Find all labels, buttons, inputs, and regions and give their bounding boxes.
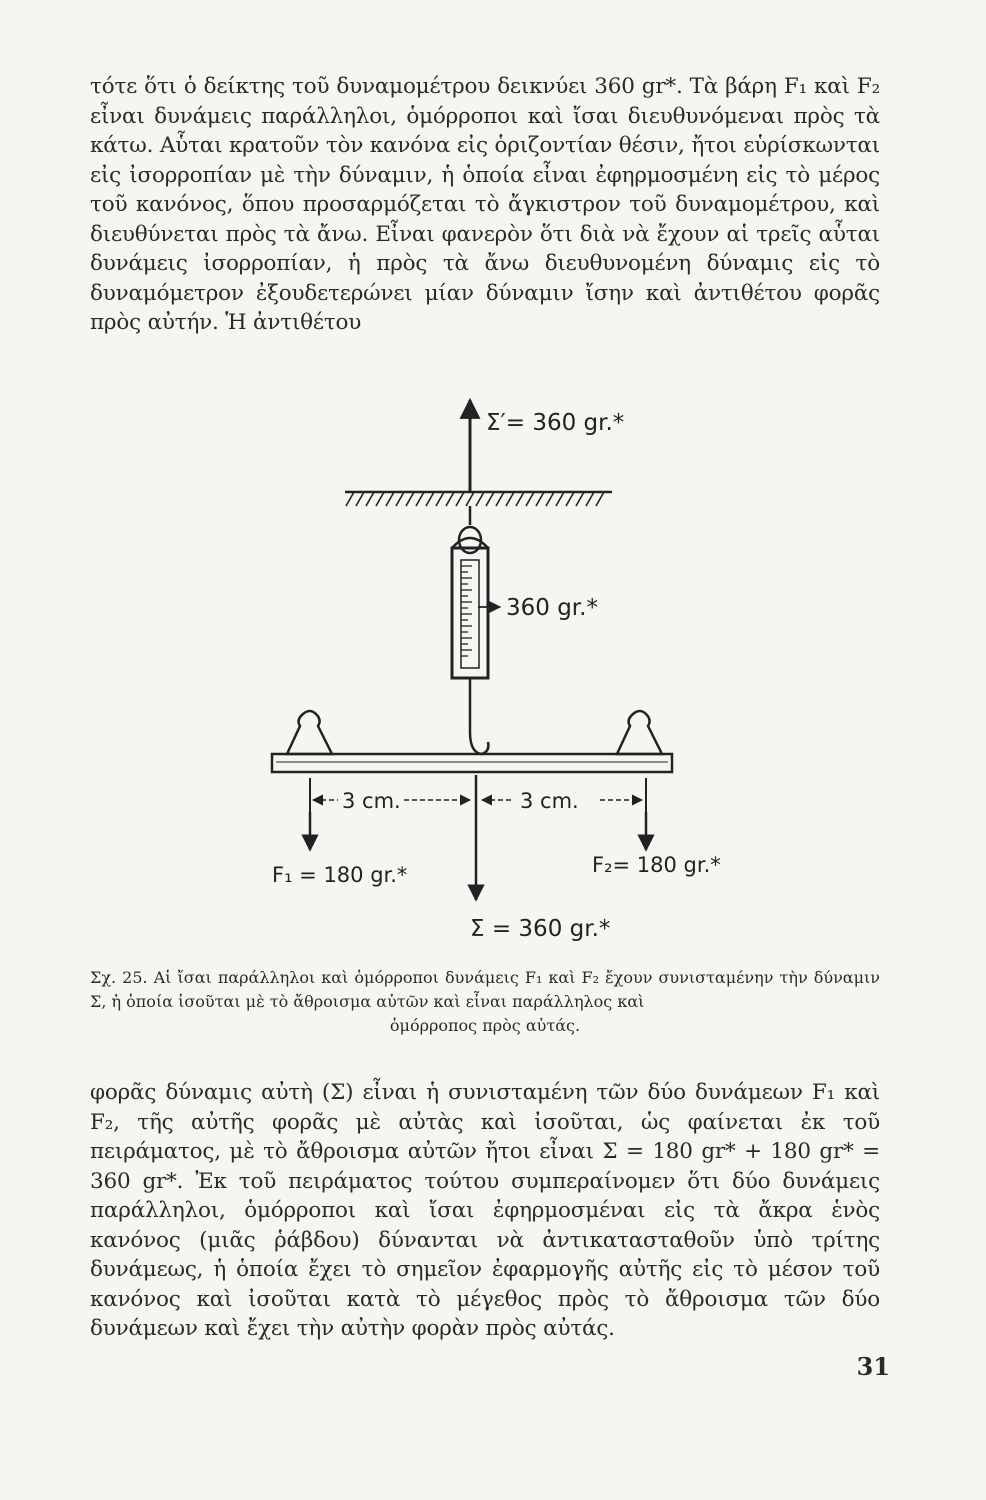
ceiling <box>345 492 612 506</box>
caption-last-line: ὁμόρροπος πρὸς αὐτάς. <box>389 1016 581 1035</box>
weight-right <box>617 711 662 754</box>
f1-label: F₁ = 180 gr.* <box>272 863 408 887</box>
paragraph-bottom: φορᾶς δύναμις αὐτὴ (Σ) εἶναι ἡ συνισταμένη τῶν δύο δυνάμεων F₁ καὶ F₂, τῆς αὐτῆς φορᾶς μὲ αὐτὰς καὶ ἰσοῦται, ὡς φαίνεται ἐκ τοῦ πειράματος, μὲ τὸ ἄθροισμα αὐτῶν ἤτοι εἶναι Σ = 180 gr* + 180 gr* = 360 gr*. Ἐκ τοῦ πειράματος τούτου συμπεραίνομεν ὅτι δύο δυνάμεις παράλληλοι, ὁμόρροποι καὶ ἴσαι ἐφηρμοσμέναι εἰς τὰ ἄκρα ἑνὸς κανόνος (μιᾶς ῥάβδου) δύνανται νὰ ἀντικατασταθοῦν ὑπὸ τρίτης δυνάμεως, ἡ ὁποία ἔχει τὸ σημεῖον ἐφαρμογῆς αὐτῆς εἰς τὸ μέσον τοῦ κανόνος καὶ ἰσοῦται κατὰ τὸ μέγεθος πρὸς τὸ ἄθροισμα τῶν δύο δυνάμεων καὶ ἔχει τὴν αὐτὴν φορὰν πρὸς αὐτάς. <box>90 1080 880 1341</box>
paragraph-top: τότε ὅτι ὁ δείκτης τοῦ δυναμομέτρου δεικνύει 360 gr*. Τὰ βάρη F₁ καὶ F₂ εἶναι δυνάμεις παράλληλοι, ὁμόρροποι καὶ ἴσαι διευθυνόμεναι πρὸς τὰ κάτω. Αὗται κρατοῦν τὸν κανόνα εἰς ὁριζοντίαν θέσιν, ἤτοι εὑρίσκωνται εἰς ἰσορροπίαν μὲ τὴν δύναμιν, ἡ ὁποία εἶναι ἐφηρμοσμένη εἰς τὸ μέρος τοῦ κανόνος, ὅπου προσαρμόζεται τὸ ἄγκιστρον τοῦ δυναμομέτρου, καὶ διευθύνεται πρὸς τὰ ἄνω. Εἶναι φανερὸν ὅτι διὰ νὰ ἔχουν αἱ τρεῖς αὗται δυνάμεις ἰσορροπίαν, ἡ πρὸς τὰ ἄνω διευθυνομένη δύναμις εἰς τὸ δυναμόμετρον ἐξουδετερώνει μίαν δύναμιν ἴσην καὶ ἀντιθέτου φορᾶς πρὸς αὐτήν. Ἡ ἀντιθέτου <box>90 74 880 335</box>
sigma-label: Σ = 360 gr.* <box>470 916 611 942</box>
ruler-bar <box>272 754 672 772</box>
f2-label: F₂= 180 gr.* <box>592 853 721 877</box>
caption-main: Σχ. 25. Αἱ ἴσαι παράλληλοι καὶ ὁμόρροποι δυνάμεις F₁ καὶ F₂ ἔχουν συνισταμένην τὴν δύναμιν Σ, ἡ ὁποία ἰσοῦται μὲ τὸ ἄθροισμα αὐτῶν καὶ εἶναι παράλληλος καὶ <box>90 968 880 1011</box>
dynamometer-label: 360 gr.* <box>506 595 598 621</box>
distance-label-left: 3 cm. <box>342 789 401 813</box>
weight-left <box>287 711 332 754</box>
distance-label-right: 3 cm. <box>520 789 579 813</box>
sigma-prime-label: Σ′= 360 gr.* <box>486 410 625 436</box>
page-number: 31 <box>856 1352 890 1381</box>
dynamometer <box>452 506 488 754</box>
figure-caption <box>90 966 880 1038</box>
